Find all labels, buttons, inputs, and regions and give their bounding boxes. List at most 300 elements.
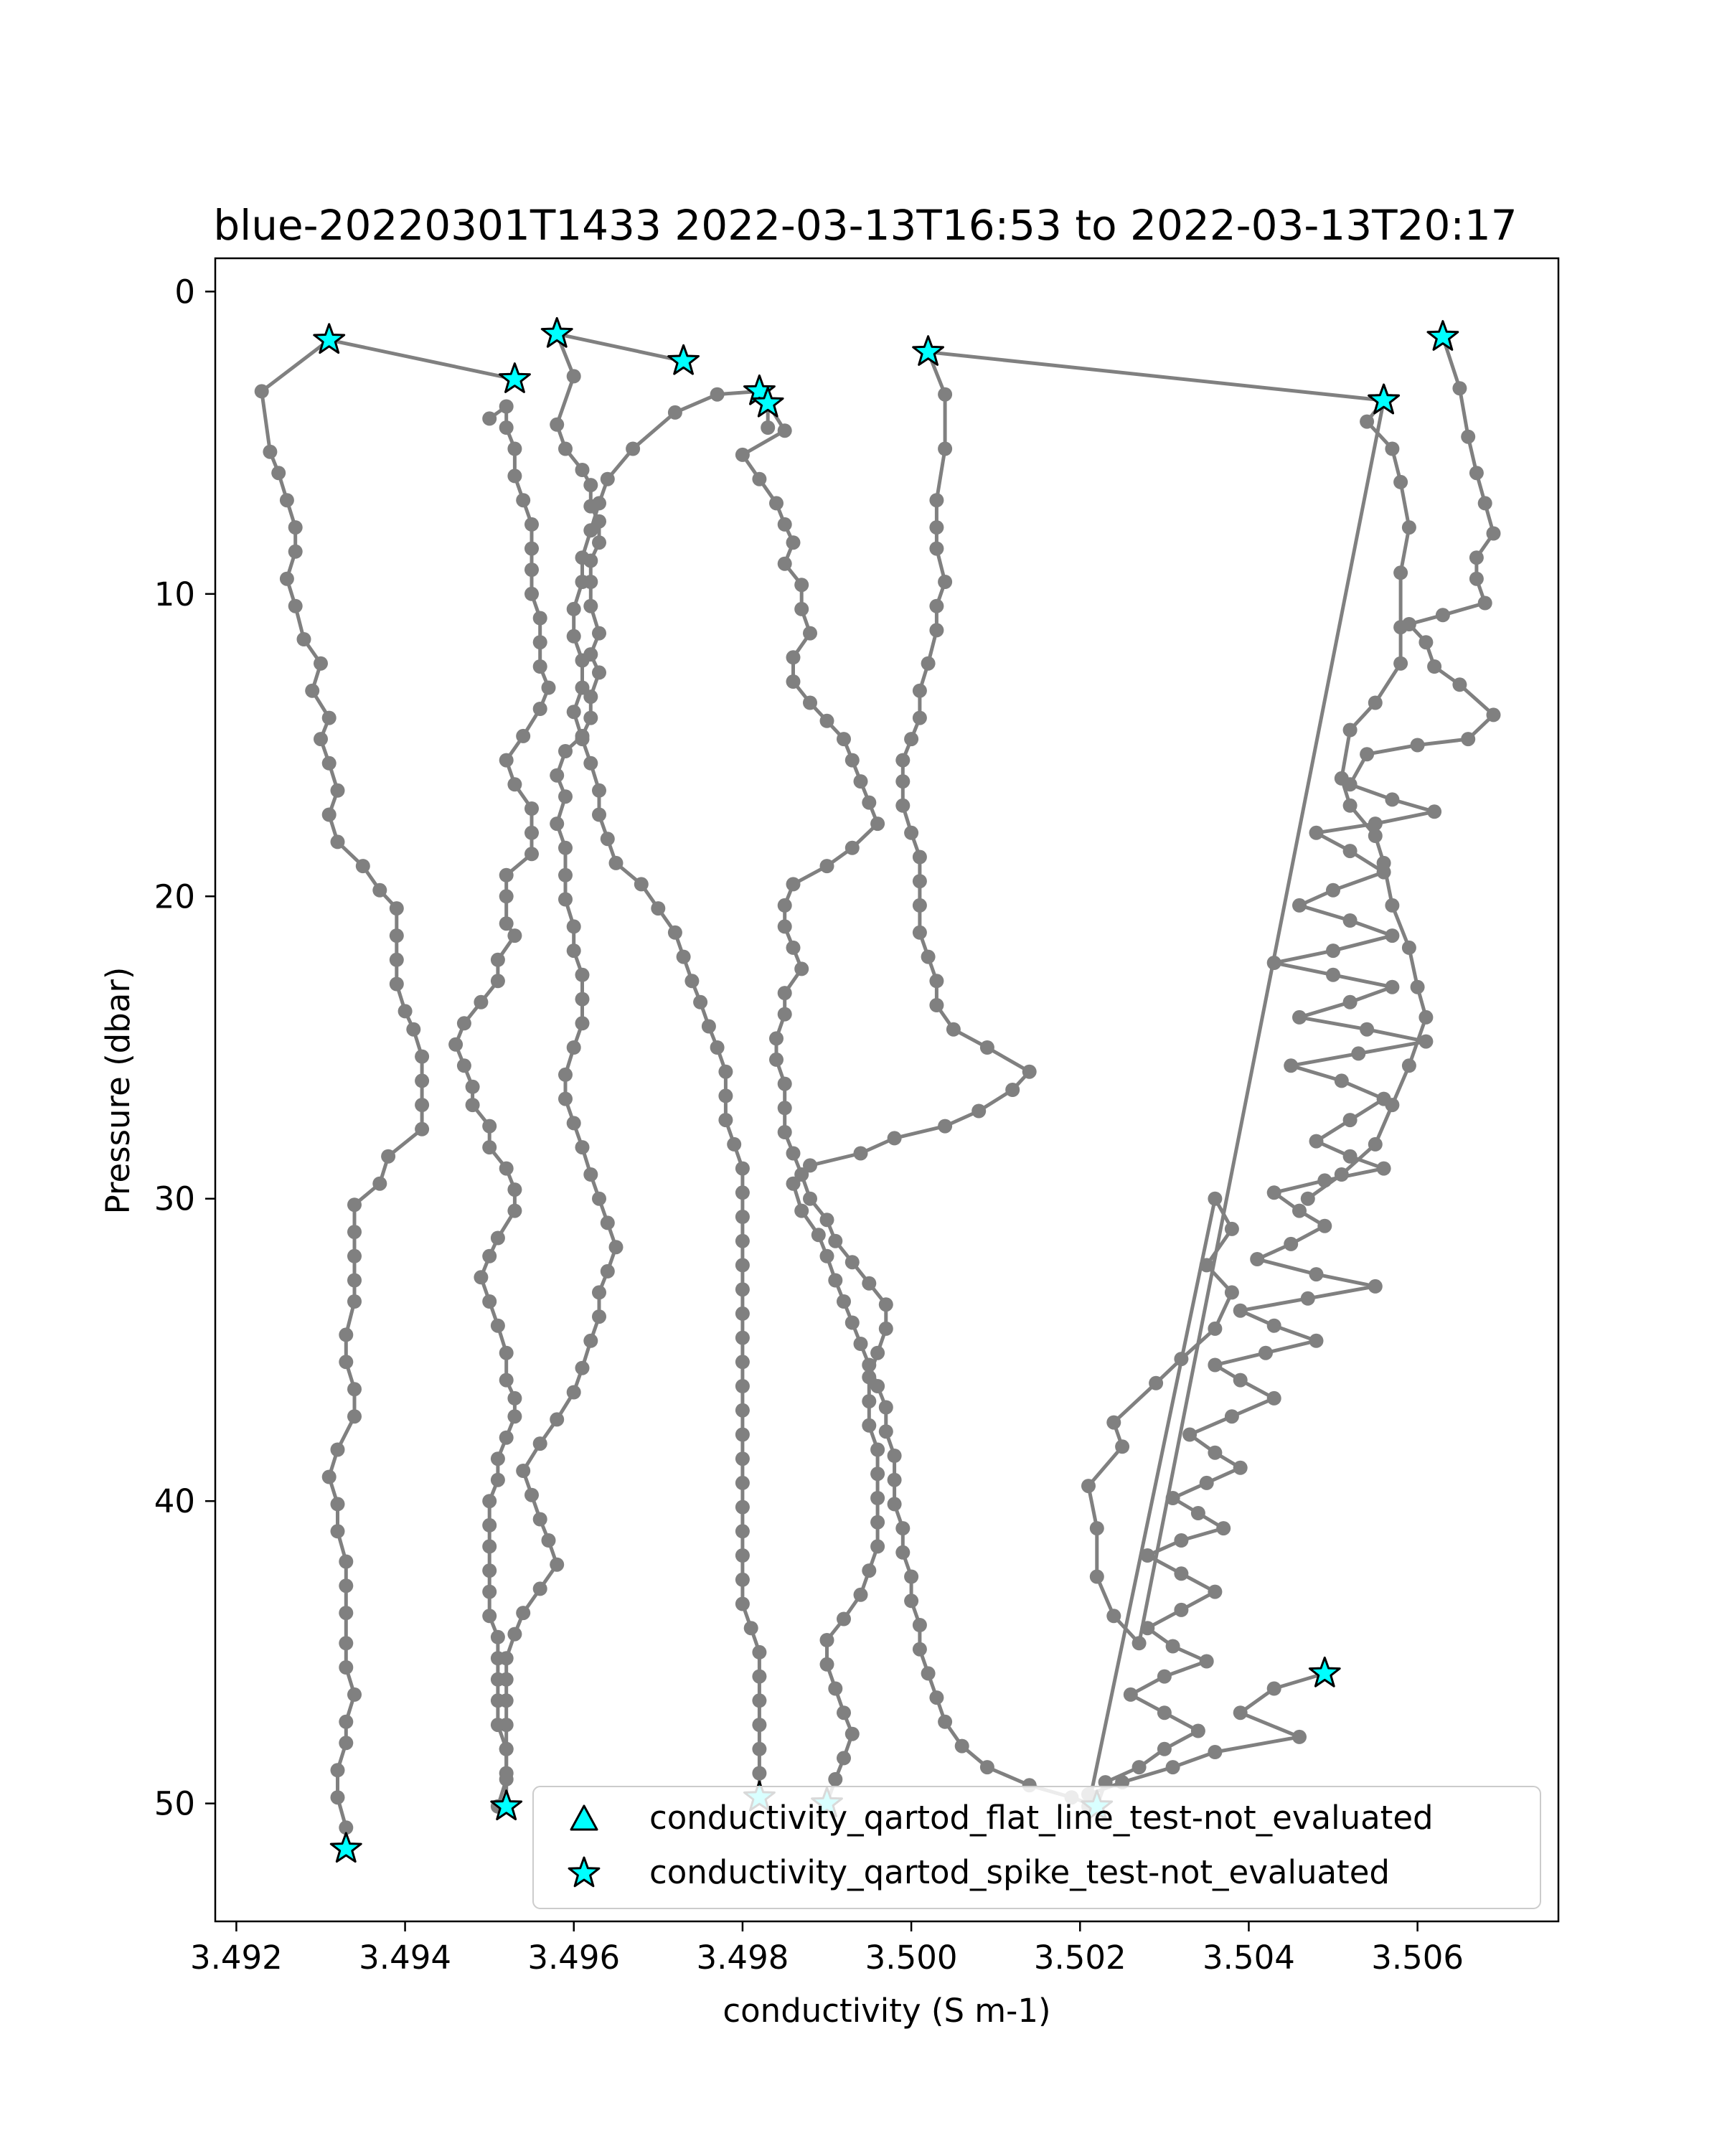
data-point [1258,1346,1273,1360]
data-point [820,1657,834,1672]
data-point [575,550,590,565]
data-point [347,1197,362,1212]
data-point [913,1618,927,1632]
data-point [938,442,952,456]
data-point [735,1355,750,1369]
data-point [1452,381,1467,395]
data-point [491,1231,505,1246]
data-point [524,1488,539,1502]
data-point [372,1177,387,1191]
data-point [592,1285,606,1299]
data-point [786,1177,801,1191]
data-point [870,1467,885,1481]
data-point [567,602,581,616]
data-point [583,1167,598,1182]
data-point [870,1379,885,1393]
data-point [567,943,581,958]
data-point [1309,1334,1324,1348]
data-point [558,841,573,855]
data-point [280,493,294,507]
data-point [769,496,784,510]
data-point [1267,1391,1281,1406]
data-point [870,816,885,831]
data-point [524,542,539,556]
data-point [499,420,514,435]
data-point [524,826,539,840]
data-point [482,1563,497,1578]
data-point [938,1715,952,1729]
data-point [1225,1222,1239,1236]
data-point [778,423,792,438]
data-point [879,1424,893,1439]
data-point [1385,898,1399,913]
data-point [499,1431,514,1445]
data-point [415,1073,429,1088]
data-point [769,1053,784,1067]
data-point [1343,1113,1358,1127]
data-point [592,1309,606,1324]
x-tick-label: 3.496 [527,1939,621,1977]
data-point [1436,608,1450,622]
data-point [786,877,801,891]
data-point [803,1158,817,1172]
data-point [752,1670,766,1684]
data-point [1005,1083,1020,1097]
data-point [1191,1506,1205,1520]
data-point [929,493,944,507]
data-point [980,1760,994,1774]
data-point [507,1391,522,1406]
data-point [854,1588,868,1602]
data-point [854,774,868,789]
data-point [735,1234,750,1248]
data-point [415,1050,429,1064]
data-point [457,1016,471,1030]
data-point [609,856,624,870]
data-point [601,832,615,846]
data-point [735,1210,750,1224]
data-point [735,1500,750,1515]
data-point [786,1147,801,1161]
data-point [752,1766,766,1781]
data-point [558,868,573,882]
data-point [778,1077,792,1091]
data-point [415,1122,429,1136]
data-point [331,1497,345,1511]
data-point [752,1718,766,1732]
data-point [651,901,665,915]
data-point [913,926,927,940]
data-point [837,732,851,746]
data-point [735,1307,750,1321]
data-point [1385,442,1399,456]
data-point [929,1690,944,1705]
chart-title: blue-20220301T1433 2022-03-13T16:53 to 2022-03-13T20:17 [213,201,1518,250]
data-point [837,1612,851,1627]
data-point [710,1040,725,1055]
data-point [347,1687,362,1702]
data-point [668,926,682,940]
data-point [575,1361,590,1375]
data-point [778,1125,792,1139]
data-point [693,995,707,1009]
x-tick-label: 3.504 [1203,1939,1295,1977]
data-point [1106,1416,1121,1430]
data-point [516,1464,530,1478]
data-point [1452,677,1467,692]
data-point [1469,572,1484,586]
data-point [820,859,834,873]
data-point [828,1772,842,1787]
data-point [415,1098,429,1112]
data-point [1174,1352,1188,1366]
data-point [466,1098,480,1112]
data-point [929,520,944,535]
data-point [845,1727,860,1741]
data-point [1402,520,1416,535]
data-point [870,1443,885,1457]
data-point [1200,1476,1214,1490]
data-point [1368,1279,1383,1294]
data-point [820,1633,834,1647]
data-point [895,799,910,813]
data-point [288,599,303,613]
data-point [1418,1010,1433,1025]
data-point [718,1088,733,1103]
data-point [735,1548,750,1563]
data-point [1427,659,1441,674]
data-point [491,974,505,988]
data-point [1393,565,1408,580]
data-point [1326,968,1340,982]
data-point [778,1101,792,1115]
data-point [888,1449,902,1463]
data-point [677,950,691,964]
data-point [1106,1609,1121,1623]
data-point [491,1319,505,1333]
data-point [347,1409,362,1423]
data-point [491,953,505,967]
data-point [550,816,564,831]
data-point [609,1240,624,1254]
data-point [735,1258,750,1272]
data-point [491,1451,505,1466]
x-tick-label: 3.506 [1371,1939,1464,1977]
data-point [778,557,792,571]
data-point [1233,1705,1248,1720]
data-point [474,995,488,1009]
y-tick-label: 20 [154,877,195,916]
data-point [1393,475,1408,489]
data-point [288,520,303,535]
legend-label-spike: conductivity_qartod_spike_test-not_evaluated [649,1853,1390,1891]
data-point [938,1119,952,1134]
data-point [567,1040,581,1055]
data-point [1301,1291,1315,1306]
data-point [482,1249,497,1263]
data-point [575,968,590,982]
data-point [255,384,269,398]
data-point [491,1473,505,1487]
data-point [735,1331,750,1345]
y-tick-label: 0 [174,273,195,311]
data-point [297,632,311,646]
data-point [381,1149,395,1164]
data-point [482,1585,497,1599]
data-point [1208,1192,1222,1206]
data-point [1411,980,1425,994]
data-point [794,602,809,616]
data-point [1351,1046,1365,1060]
data-point [735,1185,750,1200]
data-point [702,1020,716,1034]
data-point [1343,723,1358,738]
data-point [390,928,404,943]
data-point [921,950,936,964]
data-point [1385,792,1399,806]
data-point [1284,1058,1298,1073]
data-point [862,796,876,810]
data-point [524,562,539,577]
data-point [1284,1237,1298,1251]
data-point [542,1533,556,1548]
data-point [482,411,497,425]
data-point [339,1355,353,1369]
data-point [583,1334,598,1348]
data-point [929,542,944,556]
data-point [592,1192,606,1206]
data-point [803,696,817,710]
data-point [1208,1585,1222,1599]
data-point [904,1570,918,1584]
data-point [288,545,303,559]
data-point [895,774,910,789]
data-point [583,478,598,492]
data-point [482,1539,497,1553]
data-point [870,1515,885,1530]
data-point [1233,1461,1248,1475]
data-point [1208,1745,1222,1759]
data-point [550,1558,564,1572]
data-point [1132,1636,1147,1650]
data-point [583,711,598,725]
data-point [542,681,556,695]
data-point [516,493,530,507]
data-point [870,1539,885,1553]
data-point [1368,1137,1383,1152]
data-point [879,1322,893,1336]
data-point [1292,1204,1307,1218]
data-point [499,1672,514,1687]
data-point [870,1491,885,1505]
data-point [533,1581,547,1596]
data-point [331,1790,345,1804]
data-point [339,1660,353,1675]
data-point [1115,1439,1129,1454]
data-point [322,756,337,771]
data-point [524,517,539,532]
data-point [913,874,927,888]
data-point [1157,1705,1172,1720]
data-point [583,599,598,613]
data-point [1166,1760,1180,1774]
data-point [499,1651,514,1665]
data-point [735,1451,750,1466]
data-point [567,1116,581,1130]
data-point [752,1742,766,1756]
data-point [507,442,522,456]
data-point [904,1594,918,1608]
data-point [955,1739,969,1753]
legend [533,1787,1540,1908]
data-point [735,1403,750,1418]
data-point [1090,1570,1104,1584]
data-point [533,659,547,674]
data-point [567,369,581,383]
data-point [921,1666,936,1680]
data-point [1233,1304,1248,1318]
data-point [1418,635,1433,649]
data-point [601,472,615,486]
data-point [601,1264,615,1279]
data-point [592,496,606,510]
data-point [913,898,927,913]
data-point [1309,1267,1324,1281]
data-point [390,901,404,915]
data-point [372,883,387,898]
data-point [929,998,944,1012]
data-point [592,535,606,550]
data-point [828,1234,842,1248]
data-point [820,714,834,728]
data-point [524,587,539,601]
data-point [761,420,775,435]
data-point [929,599,944,613]
data-point [406,1022,420,1037]
data-point [305,684,319,698]
data-point [811,1228,826,1242]
data-point [845,753,860,768]
data-point [499,916,514,931]
data-point [322,808,337,822]
data-point [1360,415,1374,429]
data-point [1132,1760,1147,1774]
data-point [946,1022,961,1037]
data-point [347,1294,362,1309]
data-point [828,1682,842,1696]
y-tick-label: 50 [154,1784,195,1823]
data-point [339,1636,353,1650]
data-point [592,665,606,679]
data-point [862,1358,876,1373]
data-point [1191,1724,1205,1738]
data-point [533,702,547,716]
data-point [331,1763,345,1777]
data-point [895,1521,910,1535]
data-point [347,1249,362,1263]
data-point [1461,430,1475,444]
data-point [803,626,817,641]
data-point [1208,1322,1222,1336]
data-point [845,1255,860,1269]
data-point [491,1630,505,1644]
data-point [888,1497,902,1511]
data-point [314,656,328,671]
data-point [1326,883,1340,898]
data-point [879,1401,893,1415]
data-point [1393,620,1408,634]
data-point [499,1718,514,1732]
data-point [592,783,606,798]
data-point [322,1470,337,1484]
data-point [601,1215,615,1230]
data-point [938,387,952,402]
legend-label-flat-line: conductivity_qartod_flat_line_test-not_evaluated [649,1799,1434,1837]
data-point [913,711,927,725]
data-point [1157,1670,1172,1684]
data-point [1225,1285,1239,1299]
data-point [1022,1065,1037,1079]
data-point [1469,466,1484,480]
y-tick-label: 40 [154,1482,195,1521]
data-point [929,623,944,637]
data-point [837,1294,851,1309]
data-point [845,841,860,855]
data-point [1124,1687,1138,1702]
data-point [567,629,581,644]
data-point [786,535,801,550]
data-point [735,1428,750,1442]
data-point [735,1573,750,1587]
data-point [390,953,404,967]
data-point [507,469,522,483]
data-point [794,961,809,976]
data-point [482,1140,497,1154]
data-point [1216,1521,1231,1535]
y-tick-label: 10 [154,575,195,613]
data-point [820,1213,834,1227]
data-point [752,1645,766,1660]
data-point [913,684,927,698]
data-point [1478,496,1492,510]
data-point [322,711,337,725]
data-point [929,974,944,988]
data-point [271,466,286,480]
data-point [870,1346,885,1360]
data-point [786,941,801,955]
data-point [668,405,682,420]
data-point [1267,1682,1281,1696]
data-point [1343,913,1358,928]
data-point [1335,771,1349,786]
data-point [482,1294,497,1309]
data-point [820,1249,834,1263]
y-tick-label: 30 [154,1180,195,1218]
data-point [1149,1376,1163,1390]
data-point [684,974,699,988]
data-point [558,744,573,758]
data-point [507,1182,522,1197]
data-point [913,1642,927,1657]
data-point [1174,1603,1188,1617]
data-point [1182,1428,1197,1442]
data-point [499,1346,514,1360]
data-point [1385,928,1399,943]
data-point [558,1068,573,1082]
data-point [710,387,725,402]
data-point [448,1037,463,1052]
data-point [1081,1479,1096,1493]
